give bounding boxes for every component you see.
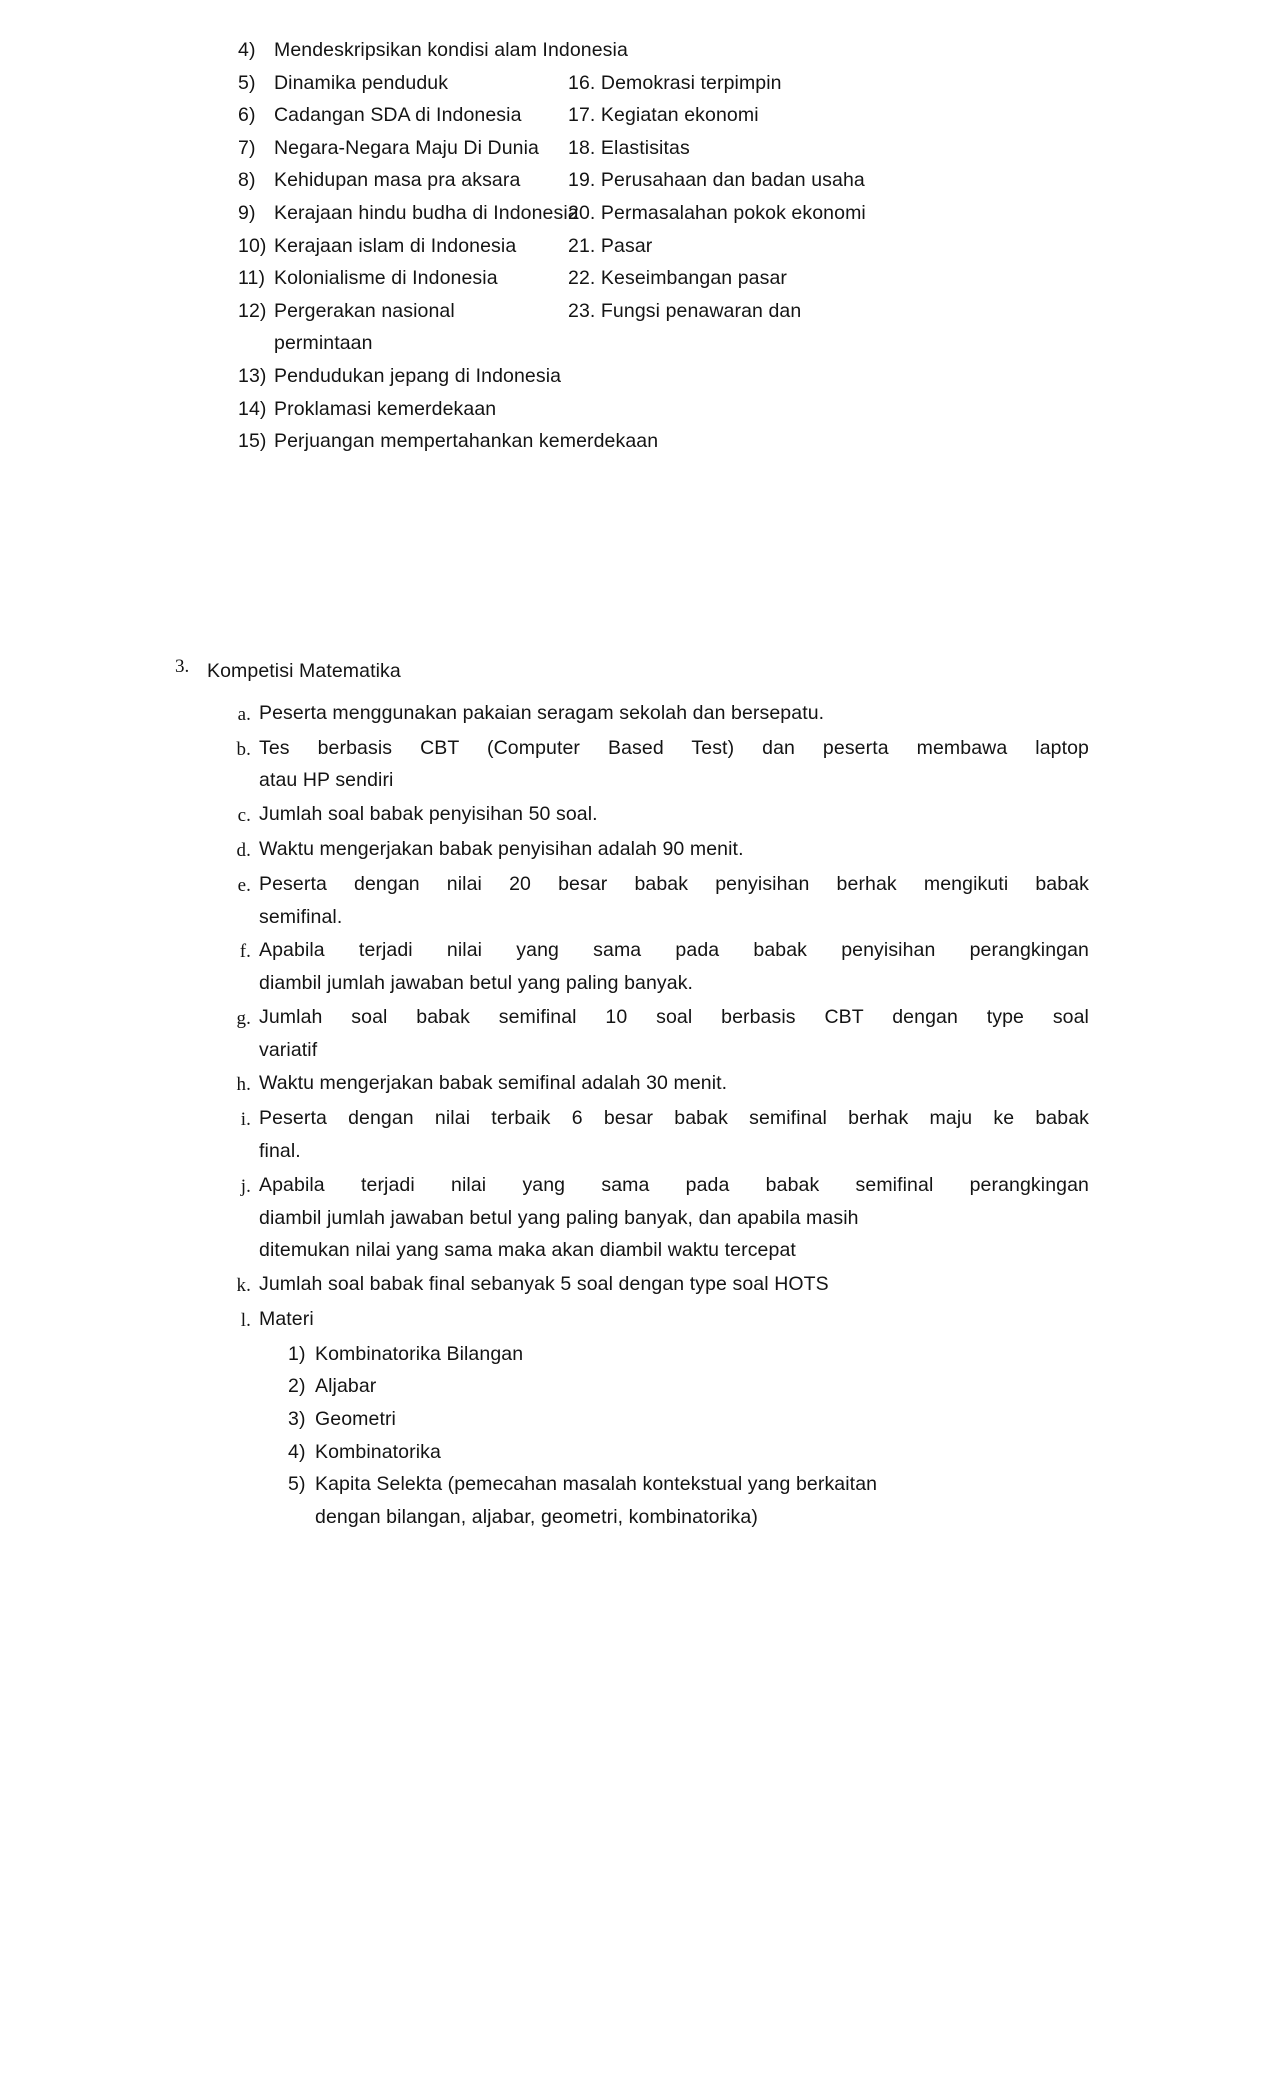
materi-right-text: 16. Demokrasi terpimpin [568,71,782,94]
materi-left-text: Dinamika penduduk [274,71,449,94]
materi-right-text: 19. Perusahaan dan badan usaha [568,169,865,192]
list-item-marker: a. [237,703,251,725]
sublist-item-number: 3) [288,1407,306,1430]
materi-left-cell [238,99,568,132]
list-item-line: Peserta menggunakan pakaian seragam sekolah dan bersepatu. [259,701,825,724]
list-item-line: Peserta dengan nilai terbaik 6 besar babak semifinal berhak maju ke babak [259,1107,1089,1130]
list-item-body [259,1169,1089,1267]
list-item-body [259,1303,1089,1533]
materi-row [238,295,1138,328]
page-title: Kompetisi Matematika [207,660,401,682]
list-item-line: Materi [259,1308,314,1331]
materi-left-cell [238,393,568,426]
list-item-marker: h. [236,1074,251,1096]
list-item-marker: j. [240,1175,251,1197]
materi-left-text: Pergerakan nasional [274,299,455,322]
sublist-item [288,1436,1089,1469]
list-item-line: Apabila terjadi nilai yang sama pada babak penyisihan perangkingan [259,939,1089,962]
materi-row-continuation [238,327,1138,360]
list-item-body [259,934,1089,1000]
materi-left-cell [238,425,659,458]
sublist-item-text-continued: dengan bilangan, aljabar, geometri, kombinatorika) [315,1505,758,1528]
list-item-body [259,1001,1089,1067]
materi-left-cell [238,34,628,67]
list-item-marker: i. [240,1109,251,1131]
list-item-body [259,732,1089,798]
list-item-body [259,1067,1089,1100]
list-item [224,798,1135,832]
materi-left-number: 14) [238,397,267,420]
sublist-item-continuation [315,1501,1089,1534]
materi-left-text: Pendudukan jepang di Indonesia [274,364,562,387]
materi-row [238,197,1138,230]
list-item-marker: f. [239,941,251,963]
materi-right-text: 22. Keseimbangan pasar [568,267,788,290]
materi-row [238,230,1138,263]
materi-left-cell [238,197,579,230]
list-item-body [259,1102,1089,1168]
list-item-body [259,1268,1089,1301]
materi-left-number: 5) [238,71,256,94]
sublist-item [288,1338,1089,1371]
sublist-item-text: Kapita Selekta (pemecahan masalah kontekstual yang berkaitan [315,1473,878,1496]
sublist-item-text: Kombinatorika [315,1440,441,1463]
sublist-item-text: Kombinatorika Bilangan [315,1342,524,1365]
materi-left-text: Proklamasi kemerdekaan [274,397,497,420]
materi-row [238,34,1138,67]
list-item-marker: c. [237,805,251,827]
list-item-line: Peserta dengan nilai 20 besar babak penyisihan berhak mengikuti babak [259,872,1089,895]
sublist-item-number: 2) [288,1375,306,1398]
list-item [224,868,1135,934]
section-number: 3. [175,656,190,677]
materi-left-text: Mendeskripsikan kondisi alam Indonesia [274,39,628,61]
ips-materi-list [238,34,1138,458]
materi-row [238,425,1138,458]
list-item [224,697,1135,731]
list-item-marker: k. [236,1275,251,1297]
materi-left-number: 15) [238,430,267,453]
materi-row [238,164,1138,197]
materi-row [238,360,1138,393]
list-item-line: Apabila terjadi nilai yang sama pada babak semifinal perangkingan [259,1173,1089,1196]
list-item-body [259,833,1089,866]
list-item-marker: g. [236,1007,251,1029]
list-item-line: final. [259,1140,301,1163]
materi-right-text: 23. Fungsi penawaran dan [568,299,802,322]
list-item [224,934,1135,1000]
materi-left-number: 8) [238,169,256,192]
materi-row [238,67,1138,100]
materi-left-text: Kerajaan islam di Indonesia [274,234,517,257]
materi-left-text: Kerajaan hindu budha di Indonesia [274,201,579,224]
list-item [224,732,1135,798]
sublist-item [288,1403,1089,1436]
list-item-materi [224,1303,1135,1533]
list-item-line: semifinal. [259,905,343,928]
list-item [224,1067,1135,1101]
materi-left-number: 7) [238,136,256,159]
list-item-marker: l. [240,1310,251,1332]
materi-row [238,132,1138,165]
list-item-line: Jumlah soal babak penyisihan 50 soal. [259,803,598,826]
list-item-line: variatif [259,1038,318,1061]
list-item-line: diambil jumlah jawaban betul yang paling banyak. [259,972,694,995]
materi-left-text: Kolonialisme di Indonesia [274,267,498,290]
list-item [224,1102,1135,1168]
list-item-body [259,868,1089,934]
materi-left-text: Kehidupan masa pra aksara [274,169,521,192]
list-item-line: Jumlah soal babak final sebanyak 5 soal dengan type soal HOTS [259,1273,829,1296]
list-item-line: Tes berbasis CBT (Computer Based Test) dan peserta membawa laptop [259,736,1089,759]
list-item-line: Waktu mengerjakan babak semifinal adalah 30 menit. [259,1072,728,1095]
list-item-line: Waktu mengerjakan babak penyisihan adalah 90 menit. [259,838,744,861]
materi-left-number: 13) [238,364,267,387]
materi-right-text: 21. Pasar [568,234,653,257]
rules-list [224,697,1135,1534]
materi-left-cell [238,230,568,263]
list-item-marker: b. [236,738,251,760]
materi-left-cell [238,67,568,100]
materi-row [238,393,1138,426]
materi-right-text: 17. Kegiatan ekonomi [568,104,759,127]
materi-left-text: permintaan [274,332,373,355]
sublist-item-text: Aljabar [315,1375,377,1398]
sublist-item-text: Geometri [315,1407,396,1430]
sublist-item-number: 1) [288,1342,306,1365]
materi-left-number: 11) [238,267,266,290]
materi-left-cell [238,327,568,360]
section-kompetisi-matematika [175,655,1135,1534]
materi-left-cell [238,360,568,393]
sublist-item-number: 5) [288,1473,306,1496]
sublist-item-number: 4) [288,1440,306,1463]
list-item-marker: e. [237,874,251,896]
list-item-line: Jumlah soal babak semifinal 10 soal berbasis CBT dengan type soal [259,1005,1089,1028]
materi-left-number: 4) [238,39,256,61]
materi-left-cell [238,262,568,295]
list-item [224,833,1135,867]
materi-row [238,99,1138,132]
list-item-line: atau HP sendiri [259,769,394,792]
list-item-body [259,798,1089,831]
materi-right-text: 20. Permasalahan pokok ekonomi [568,201,866,224]
materi-right-text: 18. Elastisitas [568,136,690,159]
list-item [224,1001,1135,1067]
list-item [224,1268,1135,1302]
materi-left-cell [238,164,568,197]
materi-left-number: 9) [238,201,256,224]
materi-left-text: Perjuangan mempertahankan kemerdekaan [274,430,659,453]
sublist-item [288,1370,1089,1403]
materi-left-cell [238,295,568,328]
list-item-marker: d. [236,840,251,862]
section-heading [175,655,1135,688]
list-item-line: ditemukan nilai yang sama maka akan diambil waktu tercepat [259,1239,796,1262]
sublist-item [288,1468,1089,1501]
materi-row [238,262,1138,295]
materi-left-number: 12) [238,299,267,322]
list-item-line: diambil jumlah jawaban betul yang paling banyak, dan apabila masih [259,1206,859,1229]
materi-left-cell [238,132,568,165]
list-item-body [259,697,1089,730]
materi-left-text: Negara-Negara Maju Di Dunia [274,136,539,159]
materi-left-number: 6) [238,104,256,127]
list-item [224,1169,1135,1267]
materi-left-text: Cadangan SDA di Indonesia [274,104,522,127]
materi-left-number: 10) [238,234,267,257]
materi-sublist [288,1338,1089,1534]
